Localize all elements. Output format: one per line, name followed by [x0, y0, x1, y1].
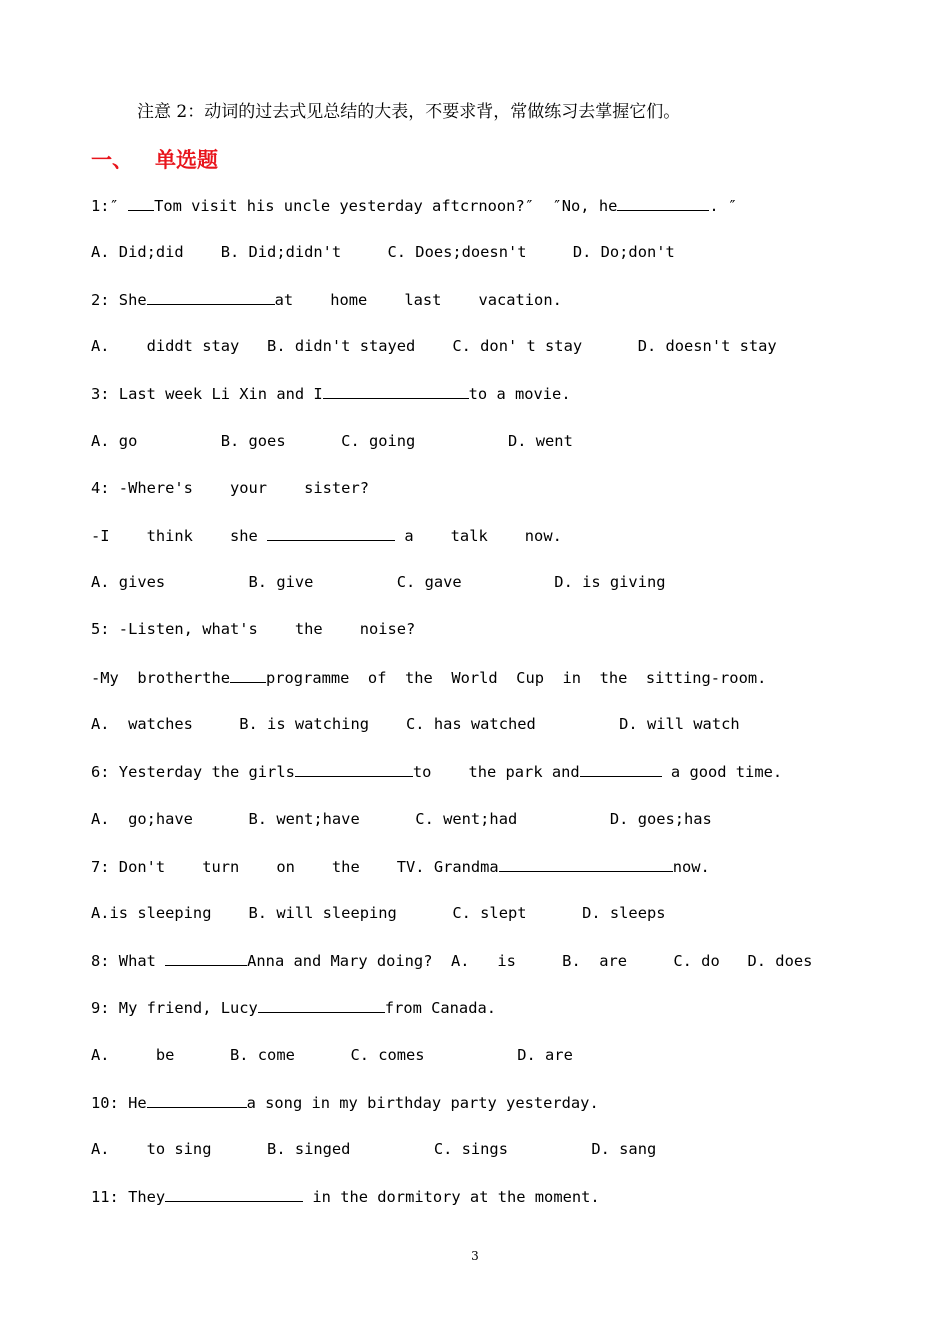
question-3: [91, 383, 571, 404]
question-text: a song in my birthday party yesterday.: [246, 1094, 599, 1112]
question-4-options: A. gives B. give C. gave D. is giving: [91, 573, 666, 591]
answer-blank[interactable]: [230, 667, 266, 683]
question-2: [91, 289, 562, 310]
question-10-options: A. to sing B. singed C. sings D. sang: [91, 1140, 657, 1158]
section-title: 单选题: [155, 148, 218, 172]
question-6-options: A. go;have B. went;have C. went;had D. goes;has: [91, 810, 712, 828]
answer-blank[interactable]: [258, 997, 385, 1013]
question-8: [91, 950, 812, 971]
question-text: at home last vacation.: [274, 291, 562, 309]
question-text: -I think she: [91, 527, 268, 545]
answer-blank[interactable]: [147, 1092, 247, 1108]
question-5-options: A. watches B. is watching C. has watched D. will watch: [91, 715, 740, 733]
question-1-options: A. Did;did B. Did;didn't C. Does;doesn't D. Do;don't: [91, 243, 675, 261]
question-text: -My brotherthe: [91, 669, 230, 687]
question-text: a good time.: [661, 763, 783, 781]
section-number: 一、: [91, 148, 133, 172]
question-text: to a movie.: [468, 385, 571, 403]
question-text: 6: Yesterday the girls: [91, 763, 295, 781]
question-10: [91, 1092, 599, 1113]
question-text: programme of the World Cup in the sitting-room.: [266, 669, 767, 687]
answer-blank[interactable]: [147, 289, 275, 305]
page-number: 3: [471, 1249, 479, 1263]
question-text: to the park and: [412, 763, 580, 781]
question-text: Anna and Mary doing? A. is B. are C. do D. does: [247, 952, 813, 970]
question-text: 10: He: [91, 1094, 147, 1112]
question-2-options: A. diddt stay B. didn't stayed C. don' t stay D. doesn't stay: [91, 337, 777, 355]
question-7-options: A.is sleeping B. will sleeping C. slept D. sleeps: [91, 904, 666, 922]
answer-blank[interactable]: [499, 856, 673, 872]
question-text: 3: Last week Li Xin and I: [91, 385, 323, 403]
question-4: 4: -Where's your sister?: [91, 479, 369, 497]
question-text: 1:″: [91, 197, 129, 215]
question-4-answer: [91, 525, 562, 546]
question-text: 8: What: [91, 952, 166, 970]
question-text: from Canada.: [384, 999, 496, 1017]
section-heading: [91, 144, 218, 174]
question-9-options: A. be B. come C. comes D. are: [91, 1046, 573, 1064]
answer-blank[interactable]: [617, 195, 709, 211]
question-11: [91, 1186, 600, 1207]
note-text: 注意 2：动词的过去式见总结的大表，不要求背，常做练习去掌握它们。: [137, 102, 681, 122]
answer-blank[interactable]: [323, 383, 469, 399]
question-text: Tom visit his uncle yesterday aftcrnoon?″ ″No, he: [154, 197, 618, 215]
answer-blank[interactable]: [165, 1186, 303, 1202]
question-6: [91, 761, 782, 782]
question-text: 2: She: [91, 291, 147, 309]
question-text: in the dormitory at the moment.: [303, 1188, 600, 1206]
question-text: . ″: [709, 197, 738, 215]
answer-blank[interactable]: [165, 950, 247, 966]
question-text: 9: My friend, Lucy: [91, 999, 258, 1017]
answer-blank[interactable]: [580, 761, 662, 777]
answer-blank[interactable]: [295, 761, 413, 777]
question-9: [91, 997, 496, 1018]
question-7: [91, 856, 710, 877]
question-1: [91, 195, 737, 216]
question-text: now.: [672, 858, 710, 876]
question-5-answer: [91, 667, 766, 688]
question-text: 11: They: [91, 1188, 166, 1206]
answer-blank[interactable]: [267, 525, 395, 541]
question-3-options: A. go B. goes C. going D. went: [91, 432, 573, 450]
question-5: 5: -Listen, what's the noise?: [91, 620, 416, 638]
answer-blank[interactable]: [128, 195, 154, 211]
question-text: a talk now.: [395, 527, 562, 545]
question-text: 7: Don't turn on the TV. Grandma: [91, 858, 499, 876]
